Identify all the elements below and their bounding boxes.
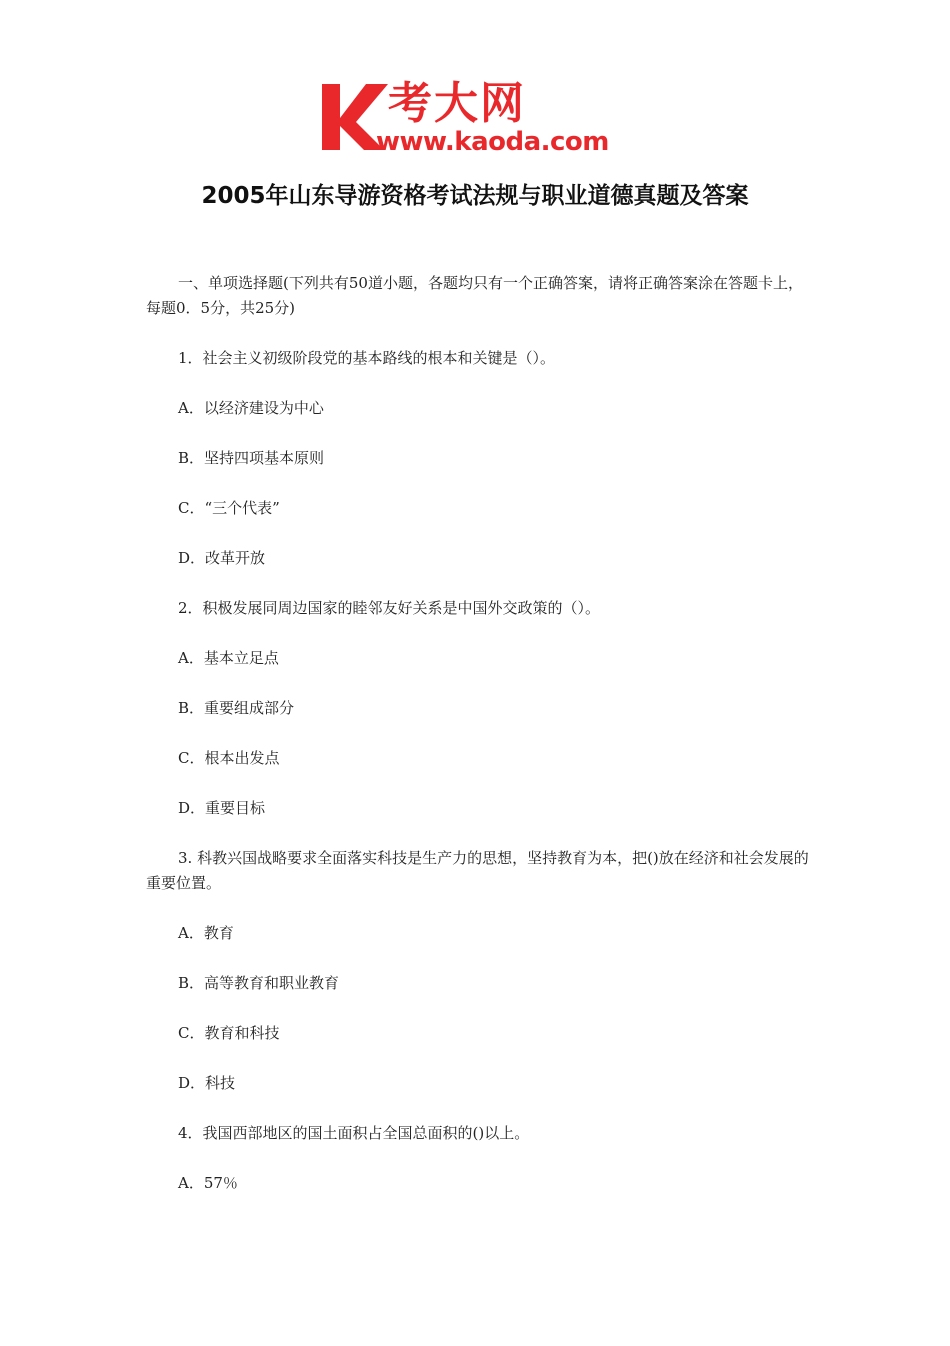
answer-option: C．“三个代表” <box>178 499 280 517</box>
answer-option: D．重要目标 <box>178 799 266 817</box>
answer-option: A．基本立足点 <box>178 649 279 667</box>
answer-option: A．教育 <box>178 924 234 942</box>
logo-brand-text: 考大网 <box>388 78 526 129</box>
question-stem: 4．我国西部地区的国土面积占全国总面积的()以上。 <box>178 1124 530 1142</box>
answer-option: B．坚持四项基本原则 <box>178 449 325 467</box>
answer-option: D．改革开放 <box>178 549 266 567</box>
answer-option: B．重要组成部分 <box>178 699 295 717</box>
question-stem: 2．积极发展同周边国家的睦邻友好关系是中国外交政策的（）。 <box>178 599 601 617</box>
logo-url-text: www.kaoda.com <box>376 127 609 157</box>
question-stem: 3. 科教兴国战略要求全面落实科技是生产力的思想，坚持教育为本，把()放在经济和社会发展的重要位置。 <box>146 849 809 892</box>
answer-option: D．科技 <box>178 1074 236 1092</box>
answer-option: A．57％ <box>178 1174 238 1192</box>
section-intro: 一、单项选择题(下列共有50道小题，各题均只有一个正确答案，请将正确答案涂在答题卡上，每题0．5分，共25分) <box>146 274 803 317</box>
answer-option: C．根本出发点 <box>178 749 280 767</box>
answer-option: C．教育和科技 <box>178 1024 280 1042</box>
kaoda-logo <box>318 78 640 162</box>
answer-option: B．高等教育和职业教育 <box>178 974 340 992</box>
answer-option: A．以经济建设为中心 <box>178 399 324 417</box>
question-stem: 1．社会主义初级阶段党的基本路线的根本和关键是（）。 <box>178 349 556 367</box>
page-title: 2005年山东导游资格考试法规与职业道德真题及答案 <box>201 183 749 209</box>
